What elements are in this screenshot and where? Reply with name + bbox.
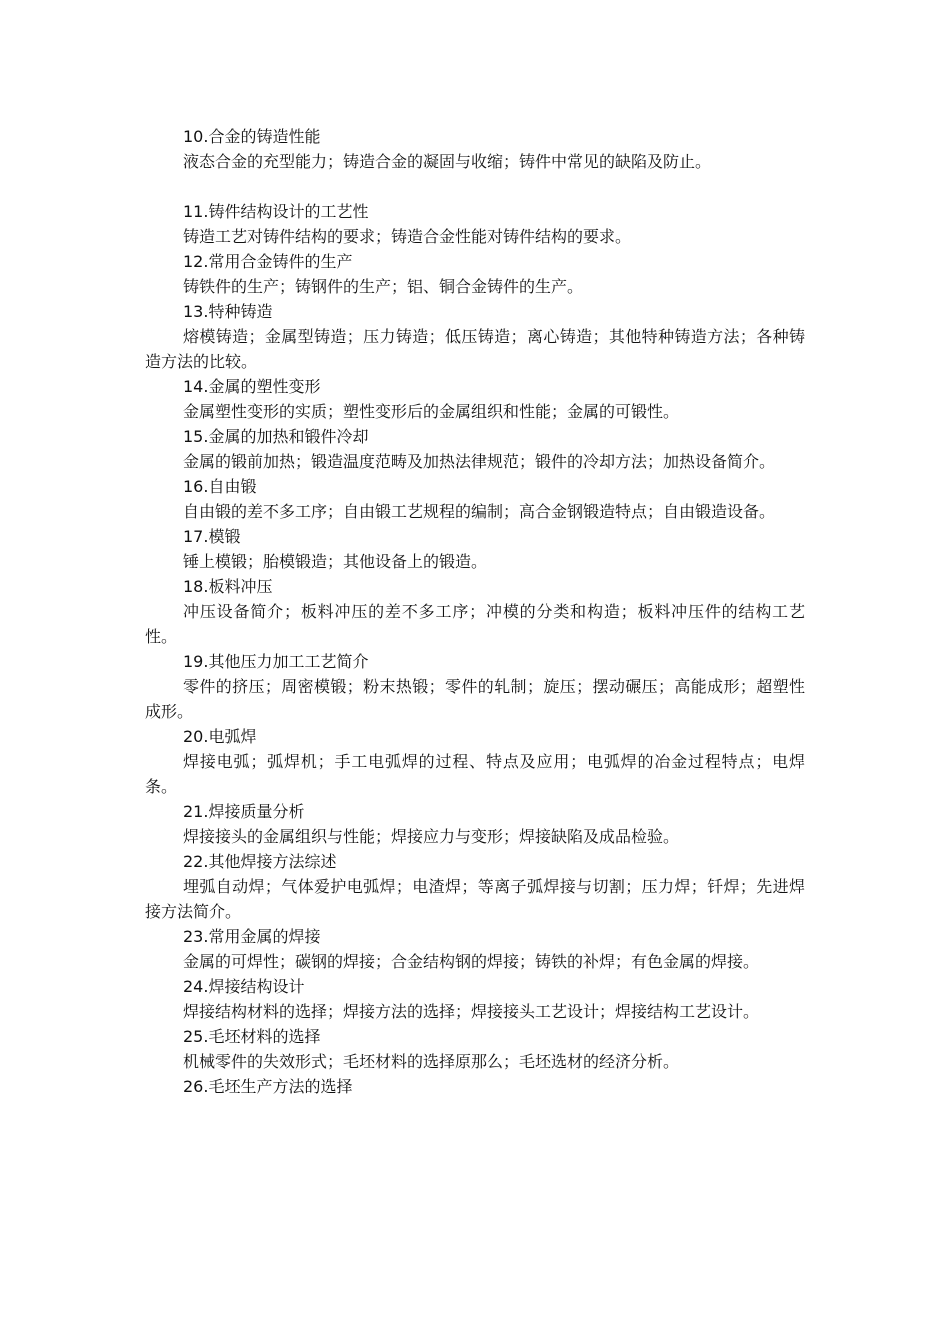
section-heading: 18.板料冲压 [183,577,273,596]
section-heading: 11.铸件结构设计的工艺性 [183,202,369,221]
section-heading: 25.毛坯材料的选择 [183,1027,321,1046]
section-heading: 20.电弧焊 [183,727,257,746]
section-paragraph: 零件的挤压；周密模锻；粉末热锻；零件的轧制；旋压；摆动碾压；高能成形；超塑性成形。 [145,677,805,721]
section-heading: 26.毛坯生产方法的选择 [183,1077,353,1096]
section-paragraph: 焊接结构材料的选择；焊接方法的选择；焊接接头工艺设计；焊接结构工艺设计。 [183,1002,760,1021]
section-paragraph: 焊接接头的金属组织与性能；焊接应力与变形；焊接缺陷及成品检验。 [183,827,680,846]
section-paragraph: 金属塑性变形的实质；塑性变形后的金属组织和性能；金属的可锻性。 [183,402,680,421]
section-paragraph: 铸造工艺对铸件结构的要求；铸造合金性能对铸件结构的要求。 [183,227,632,246]
section-paragraph: 焊接电弧；弧焊机；手工电弧焊的过程、特点及应用；电弧焊的冶金过程特点；电焊条。 [145,752,805,796]
section-paragraph: 锤上模锻；胎模锻造；其他设备上的锻造。 [183,552,488,571]
section-paragraph: 熔模铸造；金属型铸造；压力铸造；低压铸造；离心铸造；其他特种铸造方法；各种铸造方法的比较。 [145,327,805,371]
section-paragraph: 金属的可焊性；碳钢的焊接；合金结构钢的焊接；铸铁的补焊；有色金属的焊接。 [183,952,760,971]
section-heading: 10.合金的铸造性能 [183,127,321,146]
section-heading: 24.焊接结构设计 [183,977,305,996]
section-heading: 13.特种铸造 [183,302,273,321]
section-paragraph: 金属的锻前加热；锻造温度范畴及加热法律规范；锻件的冷却方法；加热设备简介。 [183,452,776,471]
document-body [145,124,805,1099]
section-paragraph: 冲压设备简介；板料冲压的差不多工序；冲模的分类和构造；板料冲压件的结构工艺性。 [145,602,805,646]
section-paragraph: 自由锻的差不多工序；自由锻工艺规程的编制；高合金钢锻造特点；自由锻造设备。 [183,502,776,521]
section-paragraph: 液态合金的充型能力；铸造合金的凝固与收缩；铸件中常见的缺陷及防止。 [183,152,712,171]
section-heading: 12.常用合金铸件的生产 [183,252,353,271]
section-heading: 23.常用金属的焊接 [183,927,321,946]
section-paragraph: 铸铁件的生产；铸钢件的生产；铝、铜合金铸件的生产。 [183,277,584,296]
section-heading: 14.金属的塑性变形 [183,377,321,396]
section-heading: 21.焊接质量分析 [183,802,305,821]
blank-line [145,174,805,199]
section-paragraph: 机械零件的失效形式；毛坯材料的选择原那么；毛坯选材的经济分析。 [183,1052,680,1071]
section-heading: 15.金属的加热和锻件冷却 [183,427,369,446]
section-heading: 22.其他焊接方法综述 [183,852,337,871]
section-paragraph: 埋弧自动焊；气体爱护电弧焊；电渣焊；等离子弧焊接与切割；压力焊；钎焊；先进焊接方法简介。 [145,877,805,921]
section-heading: 19.其他压力加工工艺简介 [183,652,369,671]
section-heading: 17.模锻 [183,527,241,546]
section-heading: 16.自由锻 [183,477,257,496]
